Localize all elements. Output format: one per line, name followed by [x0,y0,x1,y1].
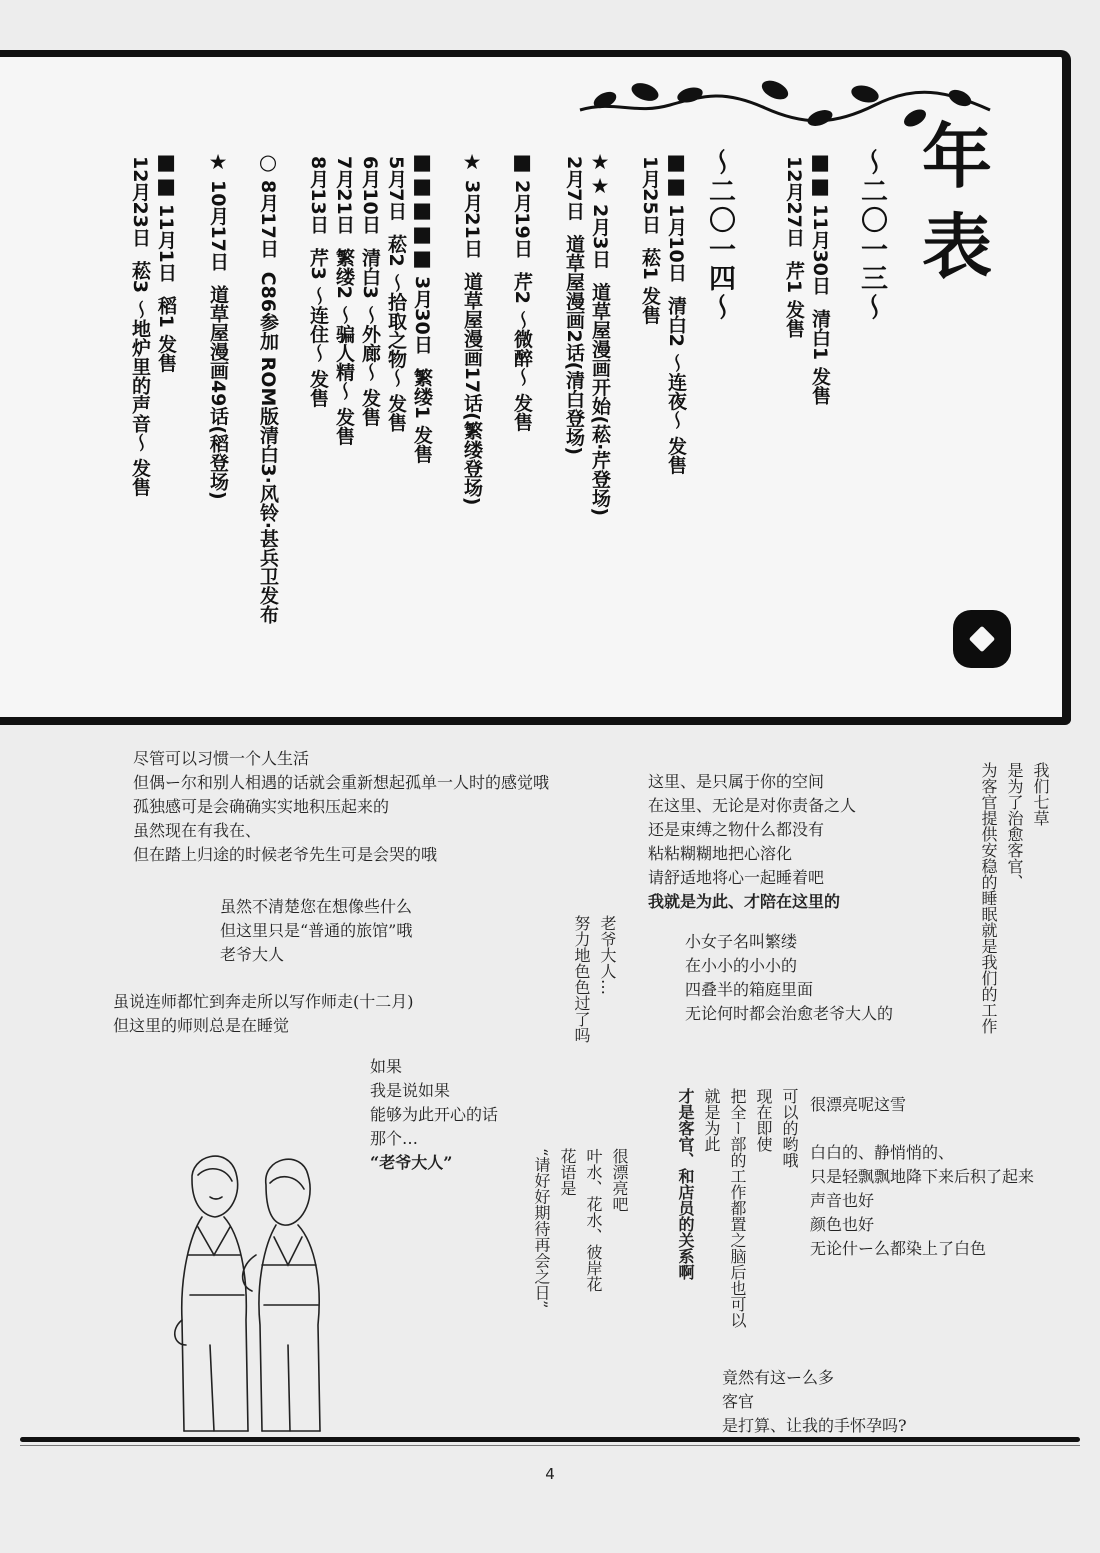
timeline-entry [384,150,408,432]
text-line: 无论何时都会治愈老爷大人的 [685,1004,894,1023]
entry-date: 11月30日 [809,204,831,295]
vertical-block-3 [528,1148,632,1308]
text-line: 努力地色色过了吗 [572,915,591,1043]
text-line: 在小小的小小的 [685,956,798,975]
text-line: 是为了治愈客官、 [1005,762,1024,890]
text-line: 可以的哟哦 [780,1088,799,1168]
text-block-7 [810,1093,1034,1261]
entry-date: 2月7日 [563,156,585,221]
text-line: 那个… [370,1129,419,1148]
entry-date: 1月25日 [639,156,661,234]
text-line: 虽说连师都忙到奔走所以写作师走(十二月) [113,992,414,1011]
text-line: 请舒适地将心一起睡着吧 [648,868,825,887]
timeline-entry [562,150,586,455]
text-line: 竟然有这ー么多 [722,1368,835,1387]
page-title-char: 年 [922,116,992,198]
entry-text: 稻1 发售 [155,295,177,373]
timeline-entry [588,150,612,516]
entry-text: 清白1 发售 [809,308,831,405]
text-line: 把全ー部的工作都置之脑后也可以 [728,1088,747,1328]
vertical-block-4 [672,1088,802,1328]
entry-text: 清白2 ～连夜～ 发售 [665,295,687,475]
entry-date: 6月10日 [359,156,381,234]
text-line: 现在即使 [754,1088,773,1152]
text-block-5 [648,770,856,914]
timeline-entry [358,150,382,426]
year-mark-2013: ～二〇一三～ [856,148,887,322]
entry-date: 1月10日 [665,204,687,282]
text-line: 花语是 [558,1148,577,1196]
text-line: 如果 [370,1057,403,1076]
text-line: 但在踏上归途的时候老爷先生可是会哭的哦 [133,845,438,864]
timeline-entry [154,150,178,373]
entry-text: 道草屋漫画49话(稻登场) [207,284,229,500]
entry-symbol: ■■ [154,150,178,198]
text-line: 尽管可以习惯一个人生活 [133,749,310,768]
entry-date: 12月27日 [783,156,805,247]
entry-text: 清白3 ～外廊～ 发售 [359,247,381,427]
text-line: 是打算、让我的手怀孕吗? [722,1416,907,1435]
vertical-block-1 [975,762,1053,1034]
kimono-girls-illustration [170,1145,340,1435]
text-block-1 [133,747,549,867]
entry-date: 12月23日 [129,156,151,247]
entry-text: 繁缕2 ～骗人精～ 发售 [333,247,355,446]
timeline-entry [410,150,434,464]
text-line: 还是束缚之物什么都没有 [648,820,825,839]
timeline-entry [782,150,806,338]
text-line: 粘粘糊糊地把心溶化 [648,844,793,863]
text-line [810,1117,1034,1141]
entry-text: 芹1 发售 [783,260,805,338]
entry-symbol: ■■■■■ [410,150,434,270]
entry-text: 芹2 ～微醉～ 发售 [511,271,533,432]
text-block-4 [370,1055,498,1175]
entry-text: 芹3 ～连住～ 发售 [307,247,329,408]
entry-text: 菘3 ～地炉里的声音～ 发售 [129,260,151,497]
entry-symbol: ■ [510,150,534,174]
text-line: 但这里只是“普通的旅馆”哦 [220,921,413,940]
entry-date: 8月17日 [257,180,279,258]
entry-symbol: ★ [206,150,230,174]
text-line: 白白的、静悄悄的、 [810,1143,955,1162]
text-line: 虽然不清楚您在想像些什么 [220,897,413,916]
seal-icon [953,610,1011,668]
text-line: 很漂亮吧 [610,1148,629,1212]
text-line: 很漂亮呢这雪 [810,1095,907,1114]
text-block-3 [113,990,414,1038]
text-block-8 [722,1366,907,1438]
entry-text: 菘1 发售 [639,247,661,325]
text-line: 客官 [722,1392,755,1411]
text-line: 虽然现在有我在、 [133,821,262,840]
text-line: “老爷大人” [370,1153,453,1172]
entry-text: 道草屋漫画2话(清白登场) [563,234,585,456]
timeline-entry [206,150,230,500]
entry-date: 2月19日 [511,180,533,258]
entry-date: 8月13日 [307,156,329,234]
text-line: 老爷大人 [220,945,285,964]
page-title [912,112,1002,292]
timeline-entry [332,150,356,445]
timeline-entry [460,150,484,505]
text-line: 老爷大人… [598,915,617,995]
timeline-entry [808,150,832,405]
timeline-entry [638,150,662,325]
bottom-border [20,1437,1080,1442]
entry-date: 10月17日 [207,180,229,271]
text-block-6 [685,930,893,1026]
text-line: 就是为此 [702,1088,721,1152]
entry-date: 3月21日 [461,180,483,258]
entry-symbol: ■■ [664,150,688,198]
text-line: “请好好期待再会之日” [532,1148,551,1309]
vertical-block-2 [568,915,620,1043]
timeline-entry [306,150,330,407]
text-line: 无论什ー么都染上了白色 [810,1239,987,1258]
text-line: 孤独感可是会确确实实地积压起来的 [133,797,390,816]
bottom-border-thin [20,1445,1080,1446]
entry-date: 11月1日 [155,204,177,282]
entry-symbol: ○ [256,150,280,174]
timeline-entry [664,150,688,474]
text-line: 为客官提供安稳的睡眠就是我们的工作 [979,762,998,1034]
text-line: 颜色也好 [810,1215,875,1234]
text-line: 声音也好 [810,1191,875,1210]
page-title-char: 表 [922,206,992,288]
text-line: 能够为此开心的话 [370,1105,499,1124]
text-line: 但这里的师则总是在睡觉 [113,1016,290,1035]
text-line: 我是说如果 [370,1081,451,1100]
entry-date: 2月3日 [589,204,611,269]
text-line: 我就是为此、才陪在这里的 [648,892,841,911]
entry-text: 菘2 ～拾取之物～ 发售 [385,234,407,432]
text-block-2 [220,895,412,967]
entry-text: C86参加 ROM版清白3·风铃·甚兵卫发布 [257,271,279,625]
text-line: 但偶ー尔和别人相遇的话就会重新想起孤单一人时的感觉哦 [133,773,550,792]
timeline-entry [510,150,534,431]
entry-date: 3月30日 [411,276,433,354]
text-line: 这里、是只属于你的空间 [648,772,825,791]
entry-text: 繁缕1 发售 [411,367,433,464]
text-line: 只是轻飘飘地降下来后积了起来 [810,1167,1035,1186]
entry-date: 7月21日 [333,156,355,234]
entry-symbol: ★★ [588,150,612,198]
timeline-entry [256,150,280,624]
year-mark-2014: ～二〇一四～ [704,148,735,322]
page-number: 4 [545,1465,555,1483]
entry-text: 道草屋漫画17话(繁缕登场) [461,271,483,506]
entry-symbol: ■■ [808,150,832,198]
text-line: 才是客官、和店员的关系啊 [676,1088,695,1280]
text-line: 小女子名叫繁缕 [685,932,798,951]
timeline-entry [128,150,152,496]
text-line: 四叠半的箱庭里面 [685,980,814,999]
text-line: 在这里、无论是对你责备之人 [648,796,857,815]
text-line: 叶水、花水、彼岸花 [584,1148,603,1292]
entry-date: 5月7日 [385,156,407,221]
entry-text: 道草屋漫画开始(菘·芹登场) [589,282,611,517]
text-line: 我们七草 [1031,762,1050,826]
entry-symbol: ★ [460,150,484,174]
